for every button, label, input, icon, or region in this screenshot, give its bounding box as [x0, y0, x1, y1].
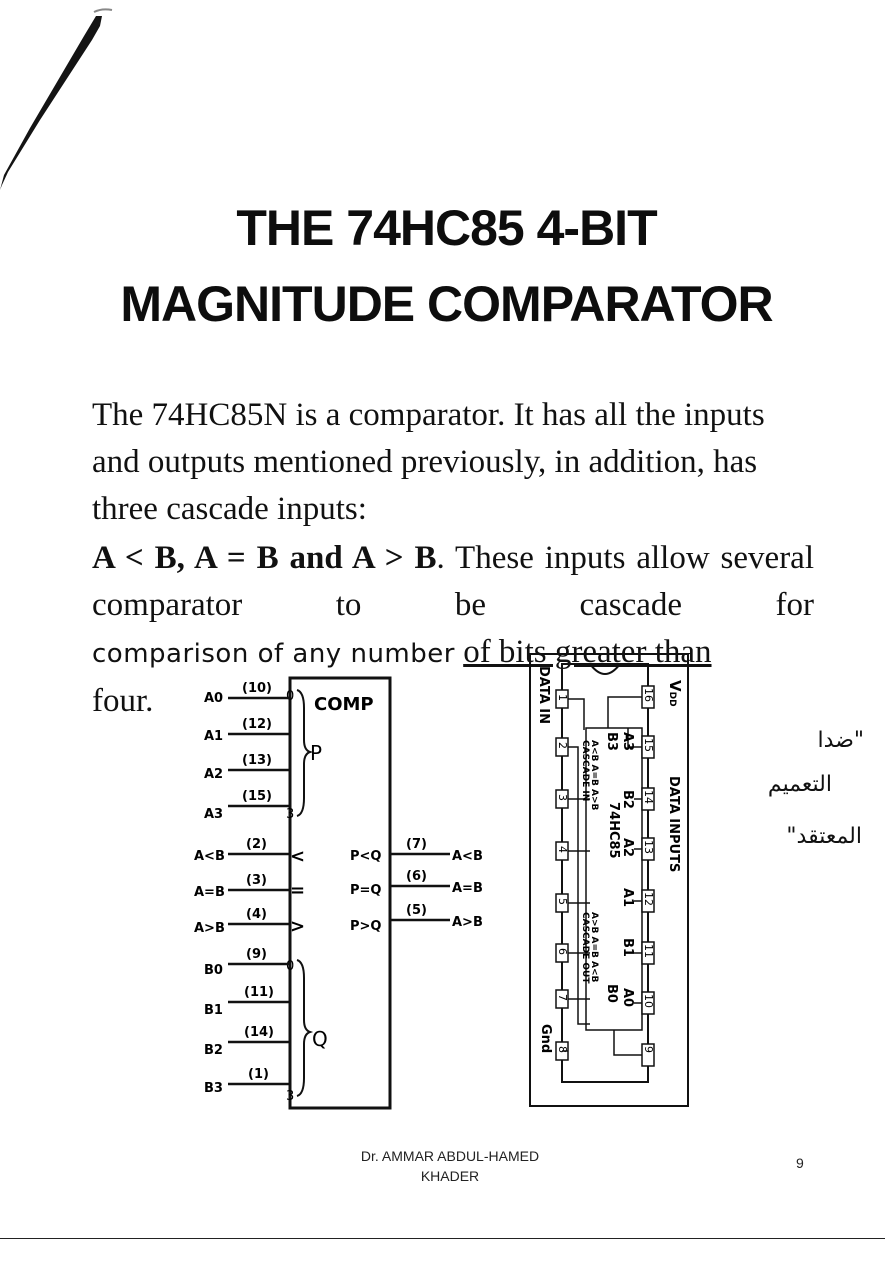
- signal-b0: B0: [604, 984, 619, 1003]
- note-line-3: المعتقد": [786, 824, 862, 849]
- page-number: 9: [796, 1155, 804, 1171]
- svg-text:(2): (2): [246, 837, 267, 852]
- input-pin-a3: [204, 789, 290, 822]
- data-in-label: DATA IN: [536, 666, 551, 725]
- cascade-gt-symbol: >: [290, 916, 306, 937]
- cascade-text: . These inputs allow several comparator to be cascade for: [92, 540, 815, 623]
- p-index-3: 3: [286, 807, 295, 822]
- cascade-out-label: CASCADE OUT: [580, 912, 590, 984]
- input-pin-b1: [204, 985, 290, 1018]
- cascade-inputs-bold: A < B, A = B and A > B: [92, 540, 437, 576]
- svg-text:A1: A1: [204, 729, 224, 744]
- handwritten-text: comparison of any number: [92, 639, 455, 669]
- svg-text:P<Q: P<Q: [350, 849, 382, 864]
- input-pin-b3: [204, 1067, 290, 1096]
- svg-text:(15): (15): [242, 789, 272, 804]
- paragraph-four: four.: [92, 683, 154, 719]
- chip-name: 74HC85: [606, 802, 621, 859]
- pin-4: [556, 842, 569, 860]
- svg-text:14: 14: [642, 790, 655, 804]
- q-index-0: 0: [286, 959, 295, 974]
- p-group-label: P: [310, 741, 323, 765]
- svg-text:A2: A2: [204, 767, 224, 782]
- svg-text:B1: B1: [204, 1003, 223, 1018]
- svg-text:1: 1: [556, 694, 569, 701]
- pin-14: [642, 788, 655, 810]
- q-group-label: Q: [312, 1027, 328, 1051]
- input-pins: [194, 681, 290, 1096]
- vdd-label: VDD: [666, 680, 684, 707]
- svg-text:10: 10: [642, 994, 655, 1008]
- input-pin-a0: [204, 681, 290, 706]
- underlined-text: of bits greater than: [463, 634, 712, 670]
- dip-body: [562, 664, 648, 1082]
- signal-a2: A2: [620, 838, 635, 858]
- pin-7: [556, 990, 569, 1008]
- svg-text:11: 11: [642, 944, 655, 958]
- footer-author: [300, 1146, 600, 1186]
- pin-6: [556, 944, 569, 962]
- svg-text:8: 8: [556, 1046, 569, 1053]
- title-line-2: MAGNITUDE COMPARATOR: [120, 276, 773, 332]
- chip-signal-labels: [604, 732, 635, 1007]
- svg-text:A=B: A=B: [452, 881, 483, 896]
- svg-text:15: 15: [642, 738, 655, 752]
- note-line-1: "ضدا: [817, 728, 864, 753]
- comp-header: COMP: [314, 694, 374, 715]
- svg-text:(14): (14): [244, 1025, 274, 1040]
- gnd-label: Gnd: [538, 1024, 553, 1054]
- handwritten-note: [738, 728, 868, 878]
- input-pin-a-eq-b: [194, 873, 290, 900]
- svg-text:B2: B2: [204, 1043, 223, 1058]
- signal-a1: A1: [620, 888, 635, 908]
- pin-12: [642, 890, 655, 912]
- pin-10: [642, 992, 655, 1014]
- svg-text:12: 12: [642, 892, 655, 906]
- signal-b1: B1: [620, 938, 635, 957]
- slide-title: [40, 190, 853, 342]
- pin-9: [642, 1044, 655, 1066]
- svg-text:A<B: A<B: [452, 849, 483, 864]
- pin-3: [556, 790, 569, 808]
- svg-text:P=Q: P=Q: [350, 883, 382, 898]
- output-pin-eq: [350, 869, 483, 898]
- pin-15: [642, 736, 655, 758]
- svg-text:(12): (12): [242, 717, 272, 732]
- pinout-diagram: [528, 652, 690, 1108]
- input-pin-a2: [204, 753, 290, 782]
- svg-text:(13): (13): [242, 753, 272, 768]
- svg-text:6: 6: [556, 948, 569, 955]
- svg-text:A>B: A>B: [194, 921, 225, 936]
- cascade-in-signals: A<B A=B A>B: [589, 740, 599, 811]
- cascade-in-label: CASCADE IN: [580, 740, 590, 802]
- svg-text:7: 7: [556, 994, 569, 1001]
- pin-16: [642, 686, 655, 708]
- svg-text:A>B: A>B: [452, 915, 483, 930]
- author-line-2: KHADER: [420, 1168, 480, 1184]
- svg-text:P>Q: P>Q: [350, 919, 382, 934]
- author-line-1: Dr. AMMAR ABDUL-HAMED: [360, 1148, 540, 1164]
- svg-text:(7): (7): [406, 837, 427, 852]
- svg-text:B0: B0: [204, 963, 223, 978]
- signal-b2: B2: [620, 790, 635, 809]
- svg-text:A<B: A<B: [194, 849, 225, 864]
- footer-divider: [0, 1238, 885, 1239]
- input-pin-a1: [204, 717, 290, 744]
- pen-mark: [0, 0, 120, 200]
- signal-a0: A0: [620, 988, 635, 1008]
- title-line-1: THE 74HC85 4-BIT: [236, 200, 657, 256]
- cascade-out-signals: A>B A=B A<B: [589, 912, 599, 983]
- svg-text:(11): (11): [244, 985, 274, 1000]
- output-pin-gt: [350, 903, 483, 934]
- svg-text:2: 2: [556, 742, 569, 749]
- input-pin-a-lt-b: [194, 837, 290, 864]
- paragraph-intro: The 74HC85N is a comparator. It has all the inputs and outputs mentioned previously, in addition, has three cascade inputs:: [92, 397, 765, 527]
- svg-text:A=B: A=B: [194, 885, 225, 900]
- input-pin-a-gt-b: [194, 907, 290, 936]
- output-pins: [350, 837, 483, 934]
- pin-2: [556, 738, 569, 756]
- svg-text:5: 5: [556, 898, 569, 905]
- cascade-eq-symbol: =: [290, 880, 306, 901]
- p-index-0: 0: [286, 689, 295, 704]
- p-brace: [297, 690, 310, 816]
- svg-text:(1): (1): [248, 1067, 269, 1082]
- pin-5: [556, 894, 569, 912]
- paragraph-cascade: [92, 535, 814, 629]
- note-line-2: التعميم: [767, 772, 832, 797]
- signal-a3: A3: [620, 732, 635, 752]
- output-pin-lt: [350, 837, 483, 864]
- svg-text:A3: A3: [204, 807, 224, 822]
- svg-text:4: 4: [556, 846, 569, 853]
- svg-text:(5): (5): [406, 903, 427, 918]
- svg-text:(4): (4): [246, 907, 267, 922]
- svg-text:A0: A0: [204, 691, 224, 706]
- svg-text:(10): (10): [242, 681, 272, 696]
- dip-notch: [590, 664, 620, 674]
- svg-text:16: 16: [642, 688, 655, 702]
- svg-text:(9): (9): [246, 947, 267, 962]
- input-pin-b2: [204, 1025, 290, 1058]
- pin-11: [642, 942, 655, 964]
- pin-1: [556, 690, 569, 708]
- svg-text:B3: B3: [204, 1081, 223, 1096]
- svg-text:3: 3: [556, 794, 569, 801]
- pin-13: [642, 838, 655, 860]
- svg-text:9: 9: [642, 1046, 655, 1053]
- signal-b3: B3: [604, 732, 619, 751]
- cascade-lt-symbol: <: [290, 846, 306, 867]
- q-brace: [297, 960, 310, 1096]
- input-pin-b0: [204, 947, 290, 978]
- svg-text:13: 13: [642, 840, 655, 854]
- svg-text:(6): (6): [406, 869, 427, 884]
- cascade-labels: [580, 740, 599, 984]
- svg-text:(3): (3): [246, 873, 267, 888]
- logic-symbol-diagram: [190, 668, 490, 1118]
- q-index-3: 3: [286, 1089, 295, 1104]
- data-inputs-label: DATA INPUTS: [666, 776, 681, 873]
